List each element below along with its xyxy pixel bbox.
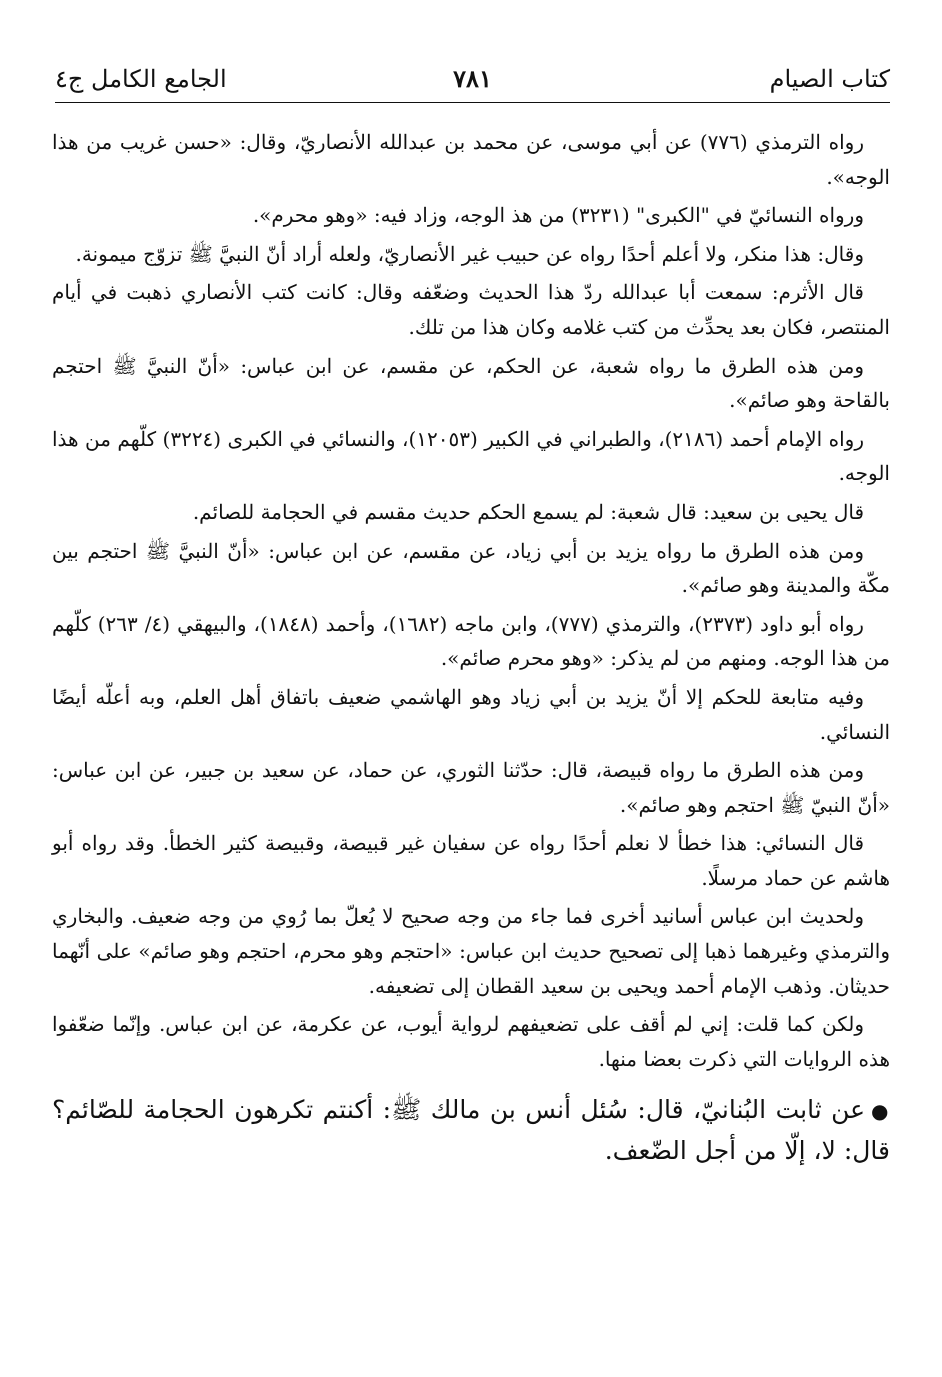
paragraph: قال النسائي: هذا خطأ لا نعلم أحدًا رواه عن سفيان غير قبيصة، وقبيصة كثير الخطأ. وقد رواه أبو هاشم عن حماد مرسلًا. (52, 831, 890, 890)
paragraph: ولكن كما قلت: إني لم أقف على تضعيفهم لرواية أيوب، عن عكرمة، عن ابن عباس. وإنّما ضعّفوا هذه الروايات التي ذكرت بعضا منها. (52, 1012, 890, 1071)
paragraph: رواه أبو داود (٢٣٧٣)، والترمذي (٧٧٧)، وابن ماجه (١٦٨٢)، وأحمد (١٨٤٨)، والبيهقي (٤/ ٢٦٣) كلّهم من هذا الوجه. ومنهم من لم يذكر: «وهو محرم صائم». (52, 611, 890, 671)
paragraph: رواه الترمذي (٧٧٦) عن أبي موسى، عن محمد بن عبدالله الأنصاريّ، وقال: «حسن غريب من هذا الوجه». (52, 130, 890, 189)
paragraph: رواه الإمام أحمد (٢١٨٦)، والطبراني في الكبير (١٢٠٥٣)، والنسائي في الكبرى (٣٢٢٤) كلّهم من هذا الوجه. (52, 426, 890, 486)
bullet-icon: ● (871, 1099, 890, 1124)
paragraph: وفيه متابعة للحكم إلا أنّ يزيد بن أبي زياد وهو الهاشمي ضعيف باتفاق أهل العلم، وبه أعلّه أيضًا النسائي. (52, 684, 890, 744)
running-header (55, 58, 890, 103)
paragraph: ومن هذه الطرق ما رواه يزيد بن أبي زياد، عن مقسم، عن ابن عباس: «أنّ النبيَّ ﷺ احتجم بين مكّة والمدينة وهو صائم». (52, 538, 890, 598)
chapter-title: كتاب الصيام (769, 65, 890, 93)
hadith-text: عن ثابت البُنانيّ، قال: سُئل أنس بن مالك ﷺ: أكنتم تكرهون الحجامة للصّائم؟ قال: لا، إلّا من أجل الضّعف. (52, 1095, 890, 1166)
book-title: الجامع الكامل ج٤ (55, 65, 227, 93)
paragraph: ولحديث ابن عباس أسانيد أخرى فما جاء من وجه صحيح لا يُعلّ بما رُوي من وجه ضعيف. والبخاري والترمذي وغيرهما ذهبا إلى تصحيح حديث ابن عباس: «احتجم وهو محرم، احتجم وهو صائم» على أنّهما حديثان. وذهب الإمام أحمد ويحيى بن سعيد القطان إلى تضعيفه. (52, 904, 890, 998)
paragraph: وقال: هذا منكر، ولا أعلم أحدًا رواه عن حبيب غير الأنصاريّ، ولعله أراد أنّ النبيَّ ﷺ تزوّج ميمونة. (75, 241, 864, 266)
body-text (52, 125, 890, 1175)
page-number: ٧٨١ (453, 64, 492, 93)
paragraph: ومن هذه الطرق ما رواه قبيصة، قال: حدّثنا الثوري، عن حماد، عن سعيد بن جبير، عن ابن عباس: «أنّ النبيّ ﷺ احتجم وهو صائم». (52, 758, 890, 817)
paragraph: ورواه النسائيّ في "الكبرى" (٣٢٣١) من هذ الوجه، وزاد فيه: «وهو محرم». (252, 203, 864, 228)
paragraph: قال يحيى بن سعيد: قال شعبة: لم يسمع الحكم حديث مقسم في الحجامة للصائم. (192, 499, 864, 524)
paragraph: ومن هذه الطرق ما رواه شعبة، عن الحكم، عن مقسم، عن ابن عباس: «أنّ النبيَّ ﷺ احتجم بالقاحة وهو صائم». (52, 353, 890, 413)
paragraph: قال الأثرم: سمعت أبا عبدالله ردّ هذا الحديث وضعّفه وقال: كانت كتب الأنصاري ذهبت في أيام المنتصر، فكان بعد يحدِّث من كتب غلامه وكان هذا من تلك. (52, 280, 890, 339)
hadith-entry (52, 1090, 890, 1171)
